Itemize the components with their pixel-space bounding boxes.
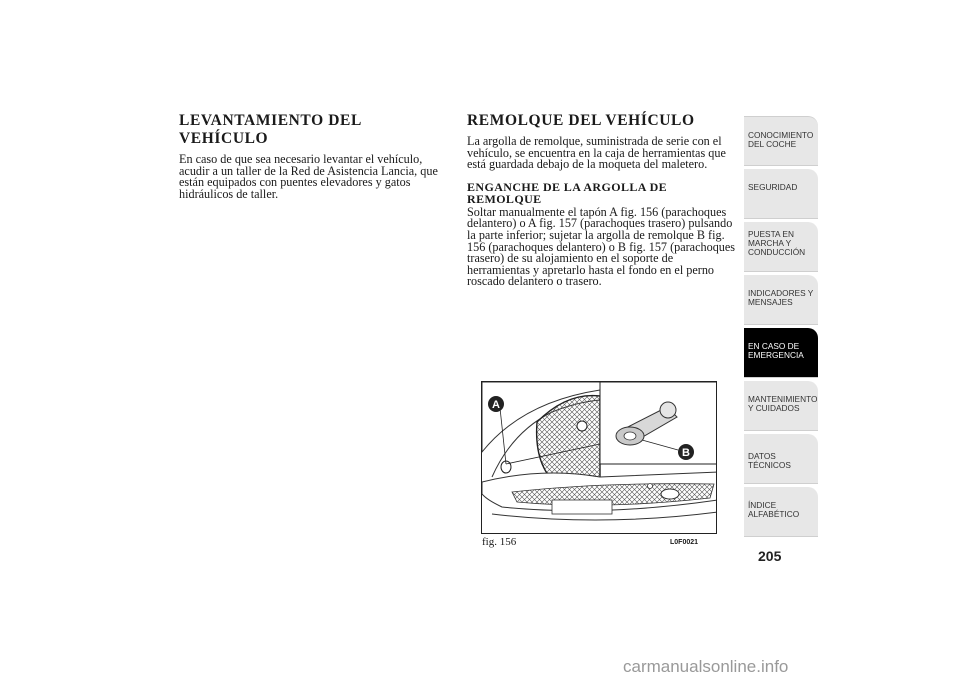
callout-b-label: B: [682, 447, 690, 459]
section-heading-towing: REMOLQUE DEL VEHÍCULO: [467, 112, 695, 129]
tab-en-caso-de-emergencia[interactable]: EN CASO DE EMERGENCIA: [744, 328, 818, 378]
tab-mantenimiento-y-cuidados[interactable]: MANTENIMIENTO Y CUIDADOS: [744, 381, 818, 431]
tab-datos-tecnicos[interactable]: DATOS TÉCNICOS: [744, 434, 818, 484]
section-heading-lifting: LEVANTAMIENTO DEL VEHÍCULO: [179, 112, 362, 147]
tab-puesta-en-marcha[interactable]: PUESTA EN MARCHA Y CONDUCCIÓN: [744, 222, 818, 272]
watermark: carmanualsonline.info: [623, 657, 789, 676]
left-column: [179, 112, 449, 200]
subheading-tow-ring: ENGANCHE DE LA ARGOLLA DE REMOLQUE: [467, 179, 668, 206]
tab-seguridad[interactable]: SEGURIDAD: [744, 169, 818, 219]
tow-ring-text: Soltar manualmente el tapón A fig. 156 (parachoques delantero) o A fig. 157 (parachoques trasero) pulsando la parte inferior; sujetar la argolla de remolque B fig. 156 (parachoques delantero) o B fig. 157 (parachoques trasero) de su alojamiento en el soporte de herramientas y apretarlo hasta el fondo en el perno roscado delantero o trasero.: [467, 204, 736, 289]
figure-code: L0F0021: [670, 539, 699, 546]
page-number: 205: [758, 548, 782, 564]
tab-indicadores-y-mensajes[interactable]: INDICADORES Y MENSAJES: [744, 275, 818, 325]
towing-intro-text: La argolla de remolque, suministrada de serie con el vehículo, se encuentra en la caja de herramientas que está guardada debajo de la moqueta del maletero.: [467, 134, 726, 172]
figure-caption: fig. 156: [482, 536, 517, 548]
tab-indice-alfabetico[interactable]: ÍNDICE ALFABÉTICO: [744, 487, 818, 537]
callout-a-label: A: [492, 399, 500, 411]
figure-156: [481, 381, 717, 534]
right-column: [467, 112, 739, 288]
chapter-sidebar: [744, 116, 818, 540]
tab-conocimiento-del-coche[interactable]: CONOCIMIENTO DEL COCHE: [744, 116, 818, 166]
lifting-text: En caso de que sea necesario levantar el vehículo, acudir a un taller de la Red de Asistencia Lancia, que están equipados con puentes elevadores y gatos hidráulicos de taller.: [179, 152, 438, 201]
bumper-illustration: [482, 382, 717, 534]
